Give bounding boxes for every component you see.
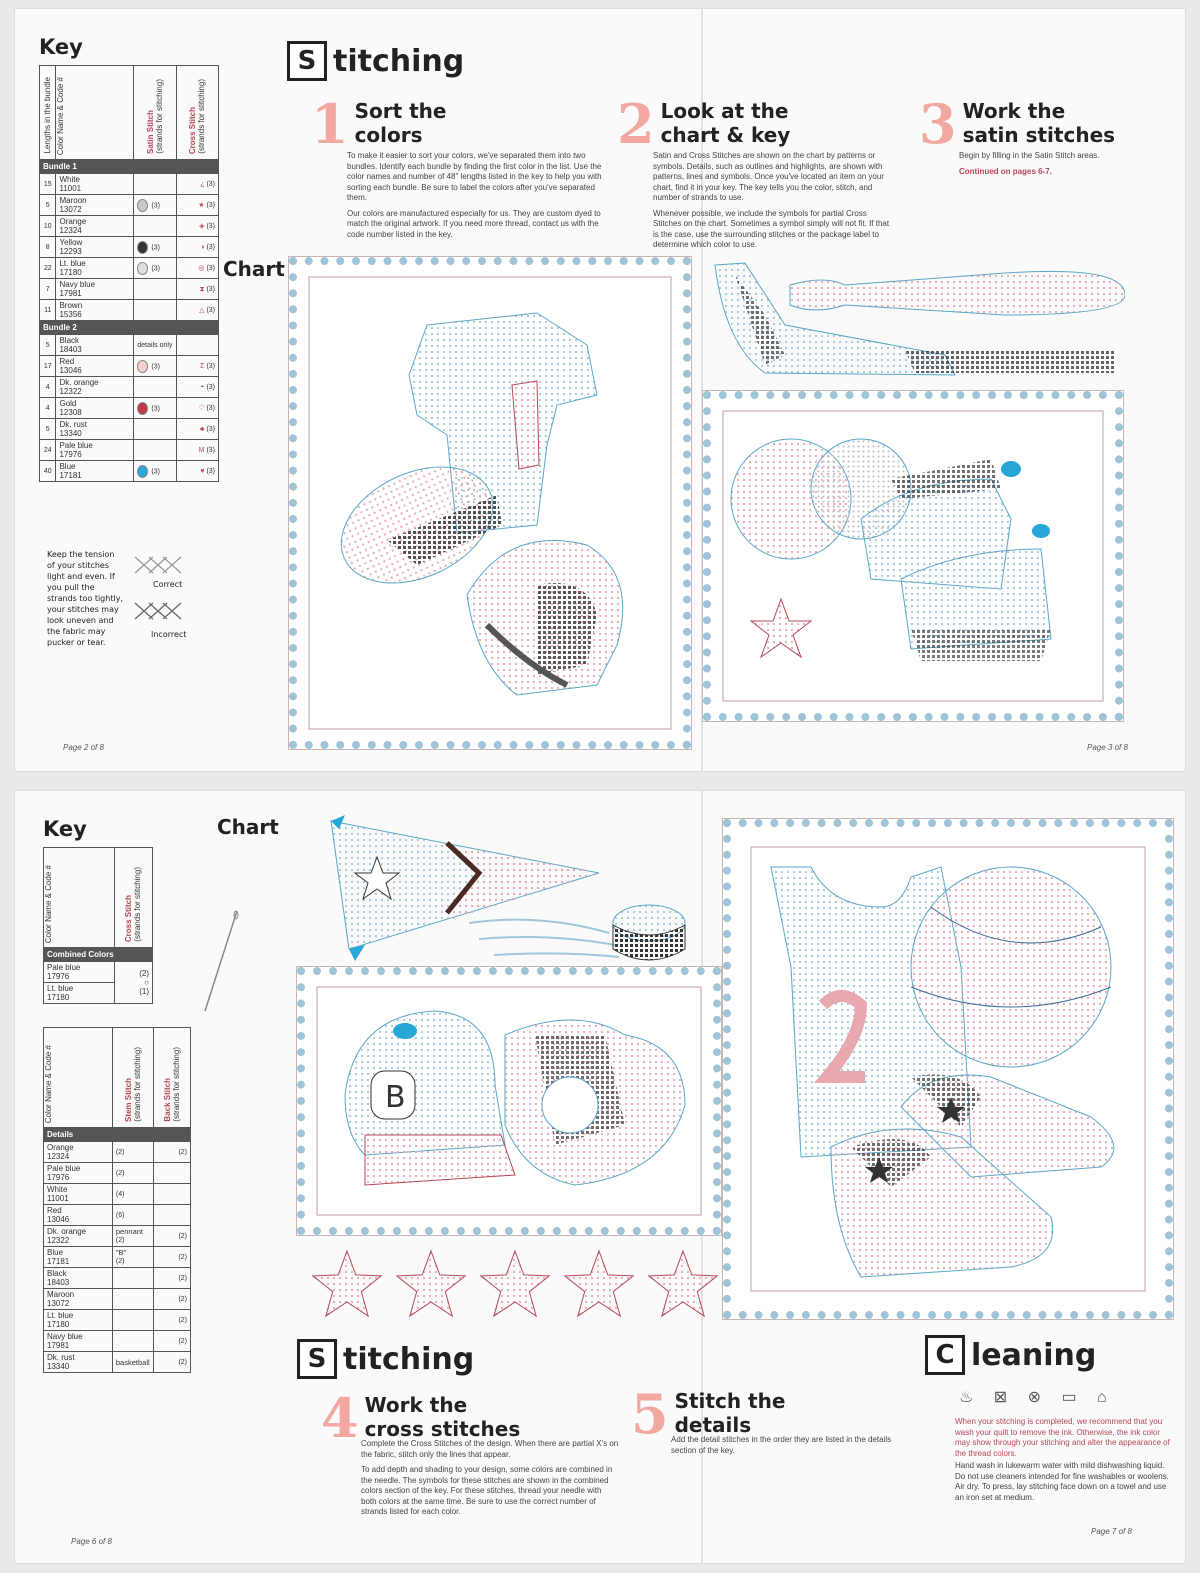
top-sheet [14, 8, 1186, 772]
color-swatch [137, 402, 148, 415]
step-1-heading [311, 92, 447, 156]
combined-row: Pale blue 17976 (2) ○ (1) [44, 962, 153, 983]
paragraph: Begin by filling in the Satin Stitch areas. [959, 151, 1100, 160]
header-back: Back Stitch [162, 1078, 172, 1122]
combined-colors-table [43, 847, 153, 1004]
color-swatch [137, 199, 148, 212]
details-header: Details [44, 1128, 191, 1142]
header-name: Color Name & Code # [44, 1044, 53, 1123]
stitch-examples-illustration [127, 553, 207, 633]
step-title-line1: Sort the [354, 99, 447, 123]
details-row: Orange 12324 (2) (2) [44, 1142, 191, 1163]
step-4-heading [321, 1386, 521, 1450]
combined-header-row [44, 848, 153, 948]
header-stem-sub: (strands for stitching) [132, 1047, 142, 1122]
header-satin: Satin Stitch [146, 109, 156, 154]
cap-letter: B [385, 1080, 406, 1115]
combined-row: Lt. blue 17180 [44, 983, 153, 1004]
details-header-row [44, 1028, 191, 1128]
page-number-left: Page 6 of 8 [71, 1537, 112, 1546]
details-row: Maroon 13072 (2) [44, 1289, 191, 1310]
header-cross: Cross Stitch [188, 106, 198, 154]
step-number: 3 [919, 92, 957, 156]
details-row: Red 13046 (6) [44, 1205, 191, 1226]
header-back-sub: (strands for stitching) [171, 1047, 181, 1122]
color-swatch [137, 465, 148, 478]
key-row: 40 Blue 17181 (3) ♥ (3) [40, 461, 219, 482]
key-row: 5 Black 18403 details only [40, 335, 219, 356]
step-2-heading [617, 92, 791, 156]
color-swatch [137, 241, 148, 254]
details-row: Black 18403 (2) [44, 1268, 191, 1289]
step-title-line2: cross stitches [364, 1417, 521, 1441]
star-shape [397, 1251, 465, 1316]
paragraph: Our colors are manufactured especially for us. They are custom dyed to match the original artwork. If you need more thread, contact us with the code number listed in the key. [347, 208, 601, 239]
chart-panel-left [289, 257, 691, 749]
page-number-left: Page 2 of 8 [63, 743, 104, 752]
combined-colors-header: Combined Colors [44, 948, 153, 962]
paragraph: To add depth and shading to your design, some colors are combined in the needle. The symbols for these stitches are shown in the combined colors section of the key. For these stitches, thread your needle with both colors at the same time. Be sure to use the correct number of strands listed for each color. [361, 1465, 613, 1516]
step-title-line1: Look at the [660, 99, 789, 123]
stars-row [307, 1245, 721, 1325]
chart-artwork-right [731, 827, 1165, 1311]
cleaning-warning: When your stitching is completed, we recommend that you wash your quilt to remove the ink. Otherwise, the ink color may show through your stitching and alter the appearance of the thread colors. [955, 1417, 1170, 1458]
cleaning-title-text: leaning [971, 1337, 1097, 1373]
stitching-heading [297, 1339, 474, 1379]
header-name: Color Name & Code # [44, 864, 53, 943]
stitching-title-text: titching [333, 43, 465, 79]
key-row: 7 Navy blue 17981 ⧗ (3) [40, 279, 219, 300]
bottom-sheet [14, 790, 1186, 1564]
step-title-line2: chart & key [660, 123, 791, 147]
chart-label: Chart [217, 815, 279, 839]
details-rows [44, 1142, 191, 1373]
letter-block-icon: S [287, 41, 327, 81]
key-row: 10 Orange 12324 ◈ (3) [40, 216, 219, 237]
step-title-line1: Work the [364, 1393, 468, 1417]
care-symbols-icon: ♨ ⊠ ⊗ ▭ ⌂ [959, 1389, 1115, 1406]
chart-artwork-right [711, 399, 1115, 713]
chart-panel-right [703, 391, 1123, 721]
key-row: 5 Maroon 13072 (3) ★ (3) [40, 195, 219, 216]
correct-label: Correct [153, 580, 183, 589]
cleaning-heading [925, 1335, 1096, 1375]
details-row: Blue 17181 "B" (2) (2) [44, 1247, 191, 1268]
chart-artwork-cap-glove [305, 975, 713, 1227]
paragraph: Complete the Cross Stitches of the design. When there are partial X's on the fabric, stitch only the lines that appear. [361, 1439, 619, 1459]
header-cross-sub: (strands for stitching) [133, 867, 143, 942]
details-row: Pale blue 17976 (2) [44, 1163, 191, 1184]
step-number: 4 [321, 1386, 359, 1450]
incorrect-label: Incorrect [151, 630, 187, 639]
step-title-line1: Work the [962, 99, 1066, 123]
key-row: 4 Gold 12308 (3) ♡ (3) [40, 398, 219, 419]
chart-artwork-sticks [705, 255, 1125, 383]
cleaning-instructions: Hand wash in lukewarm water with mild dishwashing liquid. Do not use cleaners intended for fine washables or woolens. Air dry. To press, lay stitching face down on a towel and use an iron set at medium. [955, 1461, 1169, 1502]
chart-panel-right [723, 819, 1173, 1319]
color-swatch [137, 262, 148, 275]
key-row: 11 Brown 15356 △ (3) [40, 300, 219, 321]
star-shape [751, 599, 811, 657]
key-table [39, 65, 219, 482]
header-cross-sub: (strands for stitching) [197, 79, 207, 154]
step-number: 2 [617, 92, 655, 156]
details-row: White 11001 (4) [44, 1184, 191, 1205]
key-title: Key [39, 35, 83, 59]
step-2-text [653, 151, 893, 256]
page-number-right: Page 7 of 8 [1091, 1527, 1132, 1536]
paragraph: Add the detail stitches in the order they are listed in the details section of the key. [671, 1435, 892, 1455]
step-1-text [347, 151, 603, 245]
bundle2-header: Bundle 2 [40, 321, 219, 335]
color-swatch [137, 360, 148, 373]
chart-panel-cap-glove [297, 967, 721, 1235]
paragraph: Whenever possible, we include the symbols for partial Cross Stitches on the chart. Sometimes a symbol simply will not fit. If that is the case, use the surrounding stitches or the package label to determine which color to use. [653, 208, 890, 249]
key-header-row [40, 66, 219, 160]
key-row: 22 Lt. blue 17180 (3) ◎ (3) [40, 258, 219, 279]
bundle1-rows [40, 174, 219, 321]
needle-icon [201, 907, 241, 1017]
star-shape [481, 1251, 549, 1316]
stitching-title-text: titching [343, 1341, 475, 1377]
details-row: Navy blue 17981 (2) [44, 1331, 191, 1352]
letter-block-icon: C [925, 1335, 965, 1375]
baseball-cap-shape [345, 1011, 505, 1155]
chart-label: Chart [223, 257, 285, 281]
step-title-line2: colors [354, 123, 423, 147]
header-name: Color Name & Code # [56, 76, 66, 155]
star-shape [649, 1251, 717, 1316]
step-number: 5 [631, 1382, 669, 1446]
stitching-heading [287, 41, 464, 81]
header-stem: Stem Stitch [123, 1077, 133, 1122]
details-row: Lt. blue 17180 (2) [44, 1310, 191, 1331]
step-4-text [361, 1439, 619, 1523]
continued-note: Continued on pages 6-7. [959, 166, 1052, 176]
key-row: 17 Red 13046 (3) Σ (3) [40, 356, 219, 377]
tension-note: Keep the tension of your stitches light and even. If you pull the strands too tightly, your stitches may look uneven and the fabric may pucker or tear. [47, 550, 123, 647]
step-title-line2: satin stitches [962, 123, 1116, 147]
paragraph: To make it easier to sort your colors, we've separated them into two bundles. Identify each bundle by finding the first color in the list. Use the color names and number of 48" lengths listed in the key to help you with sorting each bundle. Be sure to label the colors after you've separated them. [347, 151, 602, 202]
bundle2-rows [40, 335, 219, 482]
step-5-heading [631, 1382, 786, 1446]
key-row: 15 White 11001 ¿ (3) [40, 174, 219, 195]
paragraph: Satin and Cross Stitches are shown on the chart by patterns or symbols. Details, such as outlines and highlights, are shown with patterns, lines and symbols. Once you've located an item on your chart, find it in your key. The key tells you the color, stitch, and number of strands to use. [653, 151, 884, 202]
details-row: Dk. orange 12322 pennant (2) (2) [44, 1226, 191, 1247]
step-title-line2: details [674, 1413, 752, 1437]
bundle1-header: Bundle 1 [40, 160, 219, 174]
step-title-line1: Stitch the [674, 1389, 786, 1413]
key-title: Key [43, 817, 87, 841]
step-3-text [959, 151, 1159, 182]
details-table [43, 1027, 191, 1373]
key-row: 5 Dk. rust 13340 ♣ (3) [40, 419, 219, 440]
star-shape [565, 1251, 633, 1316]
page-number-right: Page 3 of 8 [1087, 743, 1128, 752]
bat-shape [790, 271, 1125, 315]
step-5-text [671, 1435, 911, 1461]
header-cross: Cross Stitch [124, 894, 134, 942]
step-number: 1 [311, 92, 349, 156]
header-lengths: Lengths in the bundle [43, 77, 53, 154]
details-row: Dk. rust 13340 basketball (2) [44, 1352, 191, 1373]
star-shape [313, 1251, 381, 1316]
basketball-shape [911, 867, 1111, 1067]
key-row: 4 Dk. orange 12322 ◓ (3) [40, 377, 219, 398]
pennant-artwork [319, 813, 739, 973]
key-row: 8 Yellow 12293 (3) ◑ (3) [40, 237, 219, 258]
letter-block-icon: S [297, 1339, 337, 1379]
chart-artwork-left [297, 265, 683, 741]
header-satin-sub: (strands for stitching) [155, 79, 165, 154]
baseball-shape [542, 1077, 598, 1133]
key-row: 24 Pale blue 17976 M (3) [40, 440, 219, 461]
